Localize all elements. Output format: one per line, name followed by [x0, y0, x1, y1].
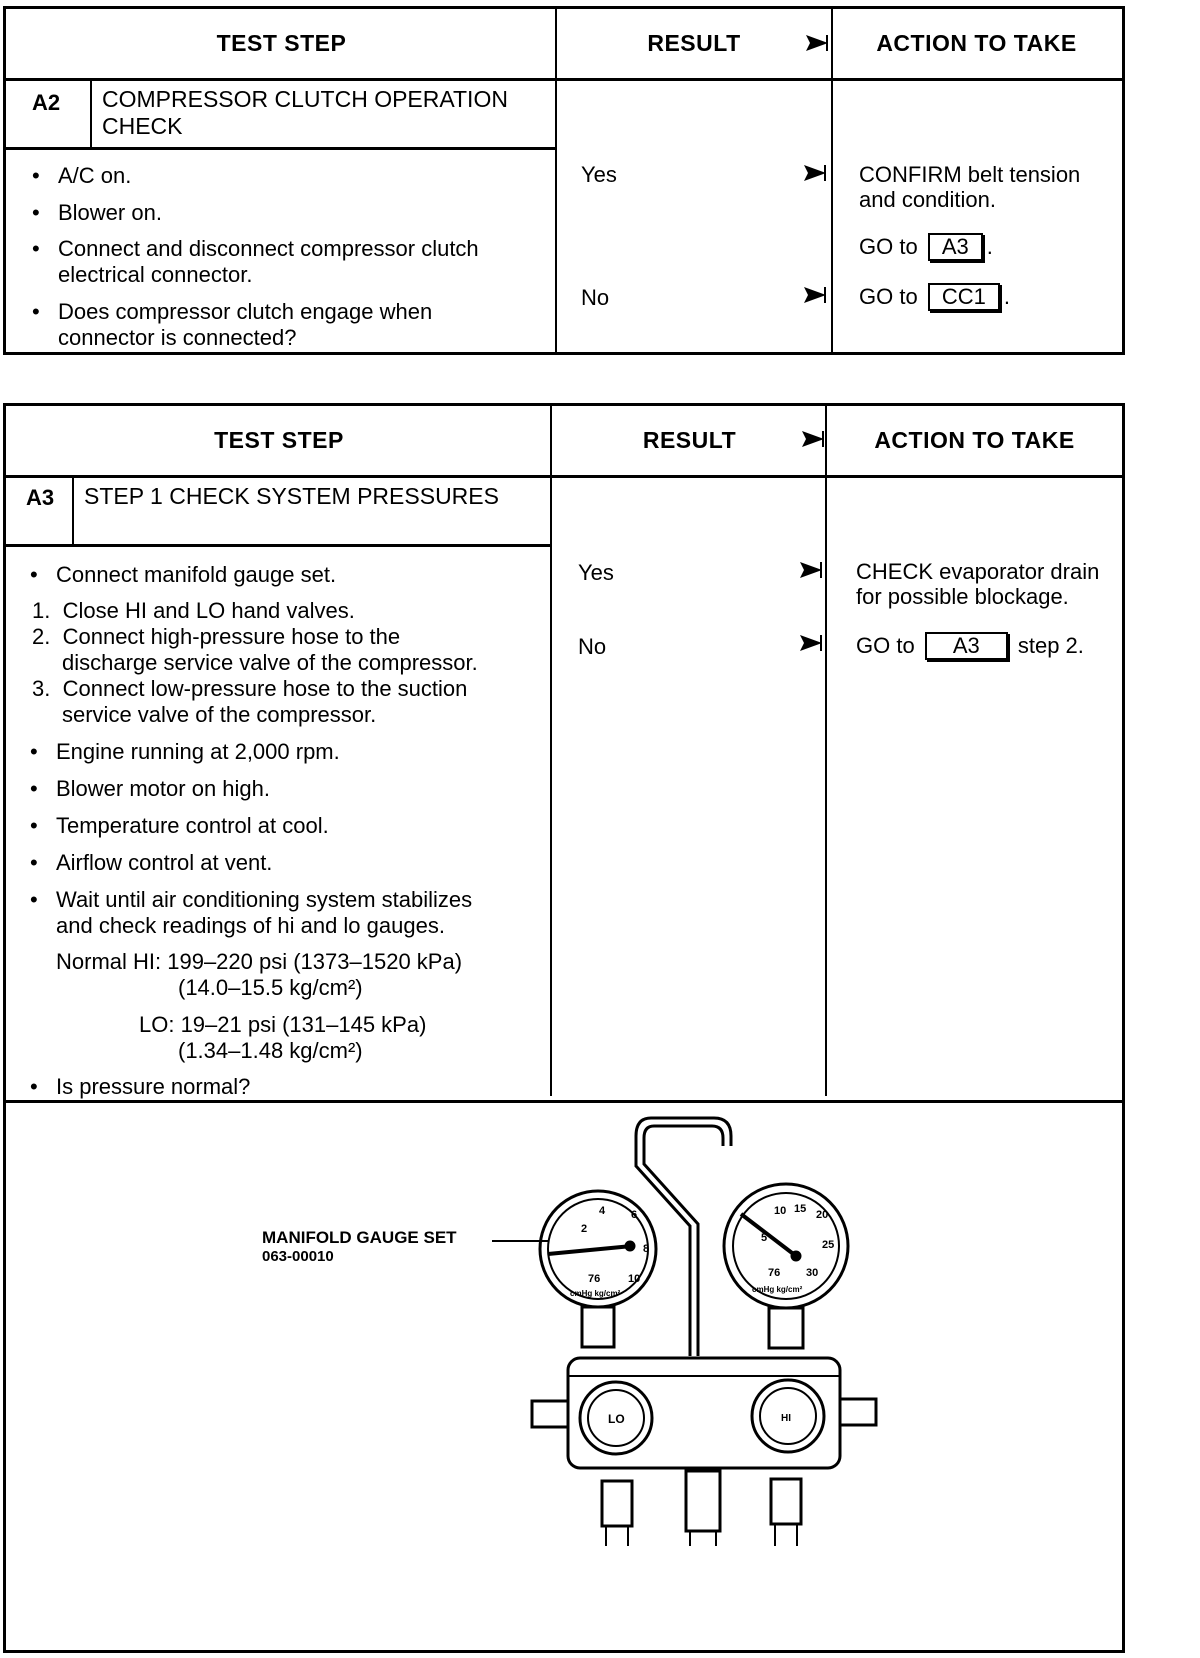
- goto-a3-link[interactable]: A3: [928, 233, 983, 261]
- header-action: [827, 406, 1122, 478]
- a2-step-cont: electrical connector.: [58, 262, 253, 287]
- goto-a3-link[interactable]: A3: [925, 632, 1008, 660]
- gauge-tick: 5: [761, 1232, 768, 1244]
- gauge-tick: 15: [794, 1203, 807, 1215]
- goto-suffix: step 2.: [1017, 633, 1084, 658]
- result-yes: Yes: [581, 162, 617, 187]
- a2-step-cont: connector is connected?: [58, 325, 297, 350]
- manifold-gauge-illustration: [526, 1106, 886, 1546]
- header-test-step: [6, 9, 557, 81]
- action-yes-2: and condition.: [859, 187, 996, 212]
- header-result: [552, 406, 827, 478]
- a3-numbered: 3. Connect low-pressure hose to the suction: [32, 676, 468, 701]
- period: .: [986, 234, 993, 259]
- a3-step: • Engine running at 2,000 rpm.: [30, 739, 340, 764]
- gauge-tick: 10: [628, 1273, 641, 1285]
- header-label: ACTION TO TAKE: [874, 427, 1075, 453]
- a3-step: • Temperature control at cool.: [30, 813, 329, 838]
- period: .: [1003, 284, 1010, 309]
- action-yes-2: for possible blockage.: [856, 584, 1069, 609]
- a2-title-cell: [6, 81, 555, 150]
- arrow-icon: [804, 287, 826, 303]
- gauge-tick: 76: [588, 1273, 601, 1285]
- arrow-icon: [802, 431, 824, 447]
- a3-step: • Is pressure normal?: [30, 1074, 251, 1099]
- a2-step: • A/C on.: [32, 163, 132, 188]
- a3-step: • Airflow control at vent.: [30, 850, 273, 875]
- figure-divider: [6, 1100, 1122, 1103]
- a3-title-cell: [6, 478, 550, 547]
- gauge-tick: 25: [822, 1239, 835, 1251]
- header-label: RESULT: [642, 427, 737, 453]
- header-label: ACTION TO TAKE: [876, 30, 1077, 56]
- step-code: A3: [26, 485, 55, 510]
- goto-label: GO to: [856, 633, 915, 658]
- gauge-tick: 30: [806, 1267, 819, 1279]
- gauge-tick: 2: [581, 1223, 588, 1235]
- step-title: STEP 1 CHECK SYSTEM PRESSURES: [84, 483, 499, 509]
- header-test-step: [6, 406, 552, 478]
- gauge-tick: 76: [768, 1267, 781, 1279]
- arrow-icon: [804, 165, 826, 181]
- result-no: No: [578, 634, 607, 659]
- a2-step: • Does compressor clutch engage when: [32, 299, 433, 324]
- normal-hi-2: (14.0–15.5 kg/cm²): [178, 975, 363, 1000]
- goto-label: GO to: [859, 234, 918, 259]
- gauge-tick: 6: [631, 1209, 638, 1221]
- a3-numbered-cont: service valve of the compressor.: [62, 702, 377, 727]
- header-action: [831, 9, 1122, 81]
- action-no-goto: [856, 632, 1084, 660]
- step-code: A2: [32, 90, 61, 115]
- hi-knob-label: HI: [781, 1413, 791, 1424]
- arrow-icon: [800, 635, 822, 651]
- a3-step: • Wait until air conditioning system stabilizes: [30, 887, 473, 912]
- step-title-2: CHECK: [102, 113, 183, 139]
- gauge-units: cmHg kg/cm²: [570, 1289, 621, 1298]
- a3-numbered: 1. Close HI and LO hand valves.: [32, 598, 355, 623]
- a2-step: • Connect and disconnect compressor clutch: [32, 236, 479, 261]
- figure-part-number: 063-00010: [262, 1248, 334, 1265]
- step-title: COMPRESSOR CLUTCH OPERATION: [102, 86, 508, 112]
- table-a2: [3, 6, 1125, 355]
- a3-step: • Connect manifold gauge set.: [30, 562, 337, 587]
- arrow-icon: [800, 562, 822, 578]
- action-yes: CONFIRM belt tension: [859, 162, 1081, 187]
- a3-step: • Blower motor on high.: [30, 776, 270, 801]
- header-label: TEST STEP: [216, 30, 347, 56]
- normal-lo: LO: 19–21 psi (131–145 kPa): [139, 1012, 427, 1037]
- action-yes: CHECK evaporator drain: [856, 559, 1100, 584]
- result-no: No: [581, 285, 610, 310]
- figure-caption: MANIFOLD GAUGE SET: [262, 1228, 457, 1247]
- a3-numbered: 2. Connect high-pressure hose to the: [32, 624, 401, 649]
- a2-step: • Blower on.: [32, 200, 162, 225]
- gauge-units: cmHg kg/cm²: [752, 1285, 803, 1294]
- arrow-icon: [806, 35, 828, 51]
- normal-lo-2: (1.34–1.48 kg/cm²): [178, 1038, 363, 1063]
- header-result: [557, 9, 831, 81]
- a3-numbered-cont: discharge service valve of the compressor.: [62, 650, 478, 675]
- table-a3: [3, 403, 1125, 1653]
- gauge-tick: 20: [816, 1209, 829, 1221]
- header-label: TEST STEP: [214, 427, 344, 453]
- action-yes-goto: [859, 233, 993, 261]
- goto-label: GO to: [859, 284, 918, 309]
- gauge-tick: 8: [643, 1243, 650, 1255]
- gauge-tick: 10: [774, 1205, 787, 1217]
- header-label: RESULT: [647, 30, 741, 56]
- a3-step-cont: and check readings of hi and lo gauges.: [56, 913, 445, 938]
- goto-cc1-link[interactable]: CC1: [928, 283, 1000, 311]
- gauge-tick: 4: [599, 1205, 606, 1217]
- action-no-goto: [859, 283, 1010, 311]
- lo-knob-label: LO: [608, 1412, 625, 1426]
- normal-hi: Normal HI: 199–220 psi (1373–1520 kPa): [56, 949, 463, 974]
- result-yes: Yes: [578, 560, 614, 585]
